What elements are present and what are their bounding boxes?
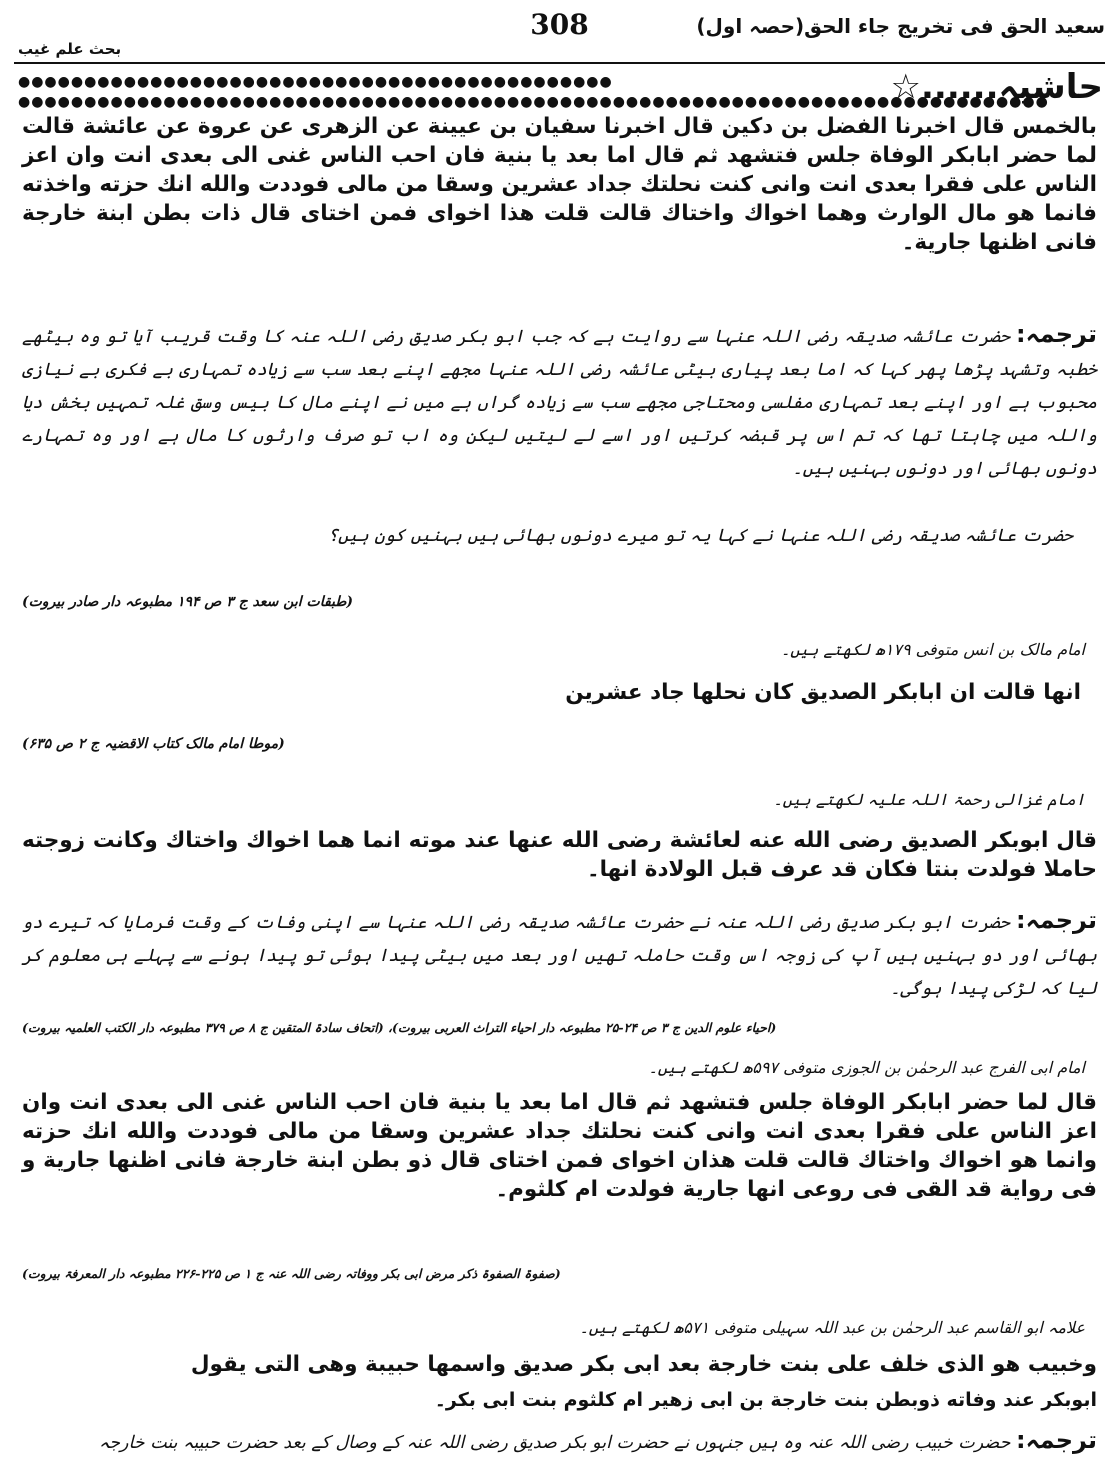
translation-text: حضرت خبیب رضی اللہ عنہ وہ ہیں جنہوں نے حضرت ابو بکر صدیق رضی اللہ عنہ کے وصال کے بعد حضرت حبیبہ بنت خارجہ (98, 1433, 1011, 1453)
translation-paragraph-1 (22, 318, 1097, 486)
arabic-paragraph-5a: وخبيب هو الذى خلف على بنت خارجة بعد ابى بكر صديق واسمها حبيبة وهى التى يقول (190, 1352, 1097, 1377)
translation-paragraph-5 (22, 1424, 1097, 1460)
intro-4: امام ابی الفرج عبد الرحمٰن بن الجوزی متوفی ۵۹۷ھ لکھتے ہیں۔ (648, 1058, 1085, 1077)
intro-2: امام مالک بن انس متوفی ۱۷۹ھ لکھتے ہیں۔ (780, 640, 1085, 659)
page-header (14, 8, 1105, 58)
reference-3: (احیاء علوم الدین ج ۳ ص ۲۴-۲۵ مطبوعہ دار احیاء التراث العربی بیروت)، (اتحاف سادۃ المتقین ج ۸ ص ۳۷۹ مطبوعہ دار الکتب العلمیہ بیروت) (22, 1020, 777, 1035)
arabic-paragraph-4: قال لما حضر ابابكر الوفاة جلس فتشهد ثم قال اما بعد يا بنية فان احب الناس غنى الى بعدى انت وان اعز الناس على فقرا بعدى انت وانى كنت نحلتك جداد عشرين وسقا من مالى فوددت والله انك حزته وانما هو اخواك واختاك قالت قلت هذان اخواى فمن اختاى قال ذو بطن ابنة خارجة فانى اظنها جارية و فى رواية قد القى فى روعى انها جارية فولدت ام كلثوم۔ (22, 1090, 1097, 1202)
section-title: بحث علم غیب (18, 40, 122, 58)
tarjuma-label: ترجمہ: (1016, 320, 1097, 348)
translation-text: حضرت ابو بکر صدیق رضی اللہ عنہ نے حضرت عائشہ صدیقہ رضی اللہ عنہا سے اپنی وفات کے وقت فرمایا کہ تیرے دو بھائی اور دو بہنیں ہیں آپ کی زوجہ اس وقت حاملہ تھیں اور بعد میں بیٹی پیدا ہوئی تو پیدا ہونے سے پہلے ہی معلوم کر لیا کہ لڑکی پیدا ہوگی۔ (22, 913, 1097, 999)
dot-divider-full: ●●●●●●●●●●●●●●●●●●●●●●●●●●●●●●●●●●●●●●●●●●●●●●●●●●●●●●●●●●●●●●●●●●●●●●●●●●●●●● (18, 94, 1049, 110)
translation-paragraph-3 (22, 904, 1097, 1006)
tarjuma-label: ترجمہ: (1016, 1426, 1097, 1454)
arabic-paragraph-5b: ابوبكر عند وفاته ذوبطن بنت خارجة بن ابى زهير ام كلثوم بنت ابى بكر۔ (434, 1389, 1097, 1411)
tarjuma-label: ترجمہ: (1015, 906, 1097, 934)
dot-divider: ●●●●●●●●●●●●●●●●●●●●●●●●●●●●●●●●●●●●●●●●●●●●● (18, 74, 613, 90)
hashia-heading: حاشیہ......☆ (890, 67, 1103, 107)
reference-1: (طبقات ابن سعد ج ۳ ص ۱۹۴ مطبوعہ دار صادر بیروت) (22, 594, 354, 610)
book-title: سعید الحق فی تخریج جاء الحق(حصہ اول) (696, 14, 1105, 38)
intro-5: علامہ ابو القاسم عبد الرحمٰن بن عبد اللہ سہیلی متوفی ۵۷۱ھ لکھتے ہیں۔ (579, 1318, 1085, 1337)
arabic-paragraph-2: انها قالت ان ابابكر الصديق كان نحلها جاد عشرين (565, 680, 1081, 705)
translation-text: حضرت عائشہ صدیقہ رضی اللہ عنہا سے روایت ہے کہ جب ابو بکر صدیق رضی اللہ عنہ کا وقت قریب آیا تو وہ بیٹھے خطبہ وتشہد پڑھا پھر کہا کہ اما بعد پیاری بیٹی عائشہ رضی اللہ عنہا مجھے اپنے بعد سب سے زیادہ تمہاری بے فکری بے نیازی محبوب ہے اور اپنے بعد تمہاری مفلسی ومحتاجی مجھے سب سے زیادہ گراں ہے میں نے اپنے مال کا بیس وسق غلہ تمہیں بخش دیا واللہ میں چاہتا تھا کہ تم اس پر قبضہ کرتیں اور اسے لے لیتیں لیکن وہ اب تو صرف وارثوں کا مال ہے اور وہ تمہارے دونوں بھائی اور دونوں بہنیں ہیں۔ (22, 327, 1097, 479)
reference-4: (صفوۃ الصفوۃ ذکر مرض ابی بکر ووفاتہ رضی اللہ عنہ ج ۱ ص ۲۲۵-۲۲۶ مطبوعہ دار المعرفۃ بیروت) (22, 1266, 561, 1281)
page-number: 308 (530, 8, 589, 41)
arabic-paragraph-1: بالخمس قال اخبرنا الفضل بن دكين قال اخبرنا سفيان بن عيينة عن الزهرى عن عروة عن عائشة قالت لما حضر ابابكر الوفاة جلس فتشهد ثم قال اما بعد يا بنية فان احب الناس غنى الى بعدى انت وان اعز الناس على فقرا بعدى انت وانى كنت نحلتك جداد عشرين وسقا من مالى فوددت والله انك حزته واخذته فانما هو مال الوارث وهما اخواك واختاك قالت قلت هذا اخواى فمن اختاى قال ذات بطن ابنة خارجة فانى اظنها جارية۔ (22, 114, 1097, 255)
reference-2: (موطا امام مالک کتاب الاقضیہ ج ۲ ص ۶۳۵) (22, 736, 285, 752)
translation-paragraph-1b: حضرت عائشہ صدیقہ رضی اللہ عنہا نے کہا یہ تو میرے دونوں بھائی ہیں بہنیں کون ہیں؟ (327, 526, 1073, 546)
arabic-paragraph-3: قال ابوبكر الصديق رضى الله عنه لعائشة رضى الله عنها عند موته انما هما اخواك واختاك وكانت زوجته حاملا فولدت بنتا فكان قد عرف قبل الولادة انها۔ (22, 828, 1097, 882)
header-rule (14, 62, 1105, 64)
intro-3: امام غزالی رحمۃ اللہ علیہ لکھتے ہیں۔ (773, 790, 1085, 809)
